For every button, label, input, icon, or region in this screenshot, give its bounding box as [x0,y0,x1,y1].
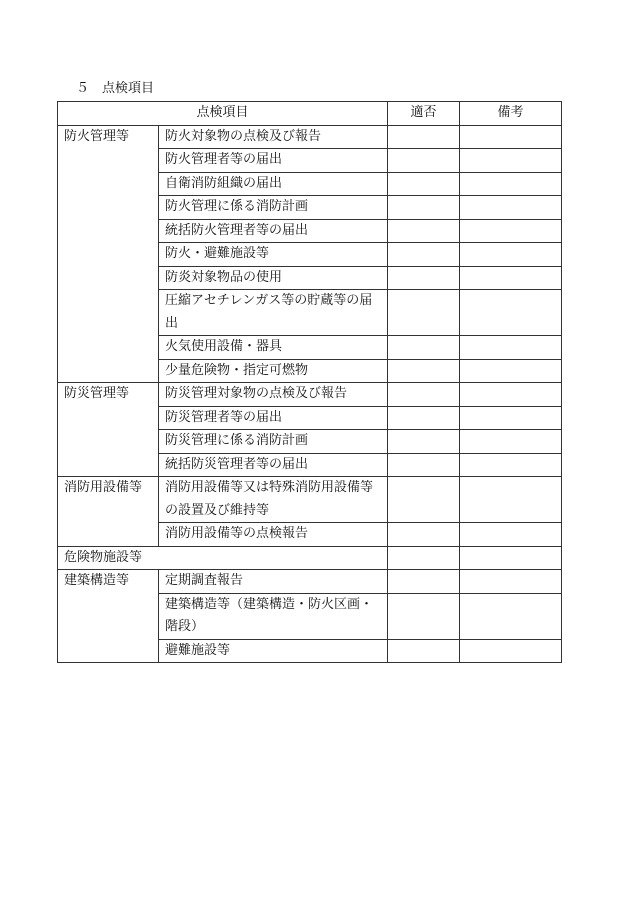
item-cell: 火気使用設備・器具 [159,336,388,360]
remarks-cell[interactable] [460,639,562,663]
conformity-cell[interactable] [388,430,460,454]
conformity-cell[interactable] [388,196,460,220]
category-cell: 危険物施設等 [58,546,388,570]
item-cell: 防火管理者等の届出 [159,149,388,173]
conformity-cell[interactable] [388,219,460,243]
remarks-cell[interactable] [460,523,562,547]
conformity-cell[interactable] [388,570,460,594]
item-cell: 消防用設備等の点検報告 [159,523,388,547]
category-cell: 防災管理等 [58,383,159,477]
conformity-cell[interactable] [388,266,460,290]
conformity-cell[interactable] [388,172,460,196]
remarks-cell[interactable] [460,406,562,430]
conformity-cell[interactable] [388,453,460,477]
conformity-cell[interactable] [388,383,460,407]
item-cell: 統括防火管理者等の届出 [159,219,388,243]
item-cell: 自衛消防組織の届出 [159,172,388,196]
remarks-cell[interactable] [460,477,562,523]
remarks-cell[interactable] [460,430,562,454]
remarks-cell[interactable] [460,570,562,594]
item-cell: 防災管理に係る消防計画 [159,430,388,454]
header-inspection-item: 点検項目 [58,102,388,126]
conformity-cell[interactable] [388,523,460,547]
remarks-cell[interactable] [460,219,562,243]
conformity-cell[interactable] [388,546,460,570]
remarks-cell[interactable] [460,453,562,477]
conformity-cell[interactable] [388,406,460,430]
item-cell: 避難施設等 [159,639,388,663]
table-row [58,125,562,149]
conformity-cell[interactable] [388,477,460,523]
conformity-cell[interactable] [388,639,460,663]
table-row [58,546,562,570]
category-cell: 消防用設備等 [58,477,159,547]
header-remarks: 備考 [460,102,562,126]
conformity-cell[interactable] [388,149,460,173]
item-cell: 防火・避難施設等 [159,243,388,267]
item-cell: 少量危険物・指定可燃物 [159,359,388,383]
remarks-cell[interactable] [460,593,562,639]
conformity-cell[interactable] [388,359,460,383]
remarks-cell[interactable] [460,243,562,267]
item-cell: 建築構造等（建築構造・防火区画・階段） [159,593,388,639]
section-title: ５ 点検項目 [76,81,155,96]
conformity-cell[interactable] [388,593,460,639]
conformity-cell[interactable] [388,290,460,336]
item-cell: 圧縮アセチレンガス等の貯蔵等の届出 [159,290,388,336]
conformity-cell[interactable] [388,125,460,149]
remarks-cell[interactable] [460,172,562,196]
remarks-cell[interactable] [460,359,562,383]
remarks-cell[interactable] [460,290,562,336]
item-cell: 消防用設備等又は特殊消防用設備等の設置及び維持等 [159,477,388,523]
table-row [58,383,562,407]
item-cell: 統括防災管理者等の届出 [159,453,388,477]
remarks-cell[interactable] [460,125,562,149]
remarks-cell[interactable] [460,546,562,570]
item-cell: 防火管理に係る消防計画 [159,196,388,220]
remarks-cell[interactable] [460,383,562,407]
inspection-table [57,101,562,663]
item-cell: 防火対象物の点検及び報告 [159,125,388,149]
item-cell: 定期調査報告 [159,570,388,594]
remarks-cell[interactable] [460,336,562,360]
category-cell: 防火管理等 [58,125,159,383]
item-cell: 防災管理対象物の点検及び報告 [159,383,388,407]
conformity-cell[interactable] [388,243,460,267]
table-header-row [58,102,562,126]
item-cell: 防炎対象物品の使用 [159,266,388,290]
table-row [58,477,562,523]
category-cell: 建築構造等 [58,570,159,663]
table-row [58,570,562,594]
remarks-cell[interactable] [460,149,562,173]
conformity-cell[interactable] [388,336,460,360]
header-conformity: 適否 [388,102,460,126]
remarks-cell[interactable] [460,266,562,290]
item-cell: 防災管理者等の届出 [159,406,388,430]
remarks-cell[interactable] [460,196,562,220]
